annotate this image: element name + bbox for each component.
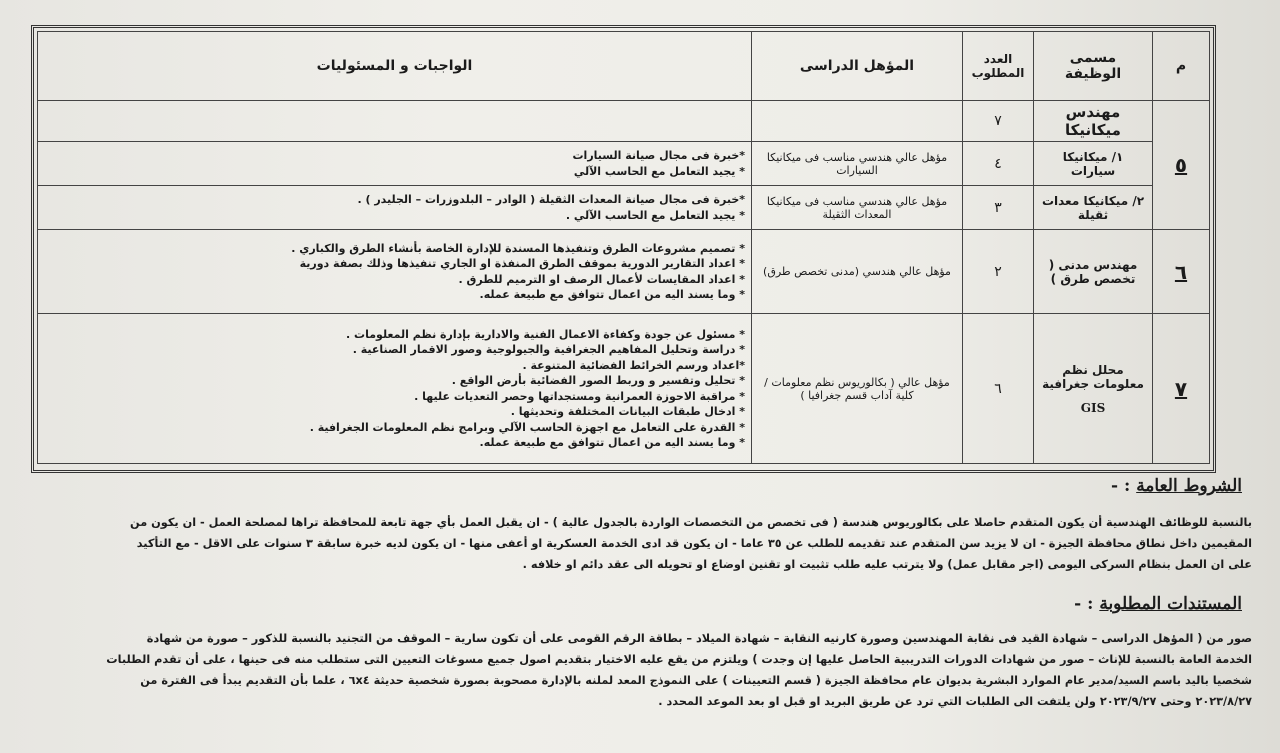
job-qualification: مؤهل عالي هندسي مناسب فى ميكانيكا السيارات bbox=[752, 142, 963, 186]
required-documents-text bbox=[14, 628, 1252, 712]
row-number-7: ٧ bbox=[1153, 314, 1210, 464]
table-header-row bbox=[38, 32, 1210, 101]
job-qualification: مؤهل عالي هندسي مناسب فى ميكانيكا المعدات الثقيلة bbox=[752, 186, 963, 230]
general-conditions-heading bbox=[1111, 476, 1242, 496]
job-qualification: مؤهل عالي ( بكالوريوس نظم معلومات / كلية آداب قسم جغرافيا ) bbox=[752, 314, 963, 464]
duty-item: * ادخال طبقات البيانات المختلفة وتحديثها . bbox=[510, 405, 745, 418]
duty-item: * مراقبة الاحوزة العمرانية ومستجداتها وحصر التعديات عليها . bbox=[414, 389, 745, 403]
duty-item: * القدرة على التعامل مع اجهزة الحاسب الآلي وبرامج نظم المعلومات الجغرافية . bbox=[309, 420, 745, 434]
duty-item: *خبرة فى مجال صيانة المعدات الثقيلة ( الوادر – البلدوزرات – الجليدر ) . bbox=[357, 193, 745, 206]
duty-item: * يجيد التعامل مع الحاسب الآلي bbox=[573, 164, 745, 178]
duty-item: * اعداد التقارير الدورية بموقف الطرق المنفذة او الجاري تنفيذها وذلك بصفة دورية bbox=[299, 257, 745, 270]
duty-item: *خبرة فى مجال صيانة السيارات bbox=[572, 149, 745, 162]
job-title: ١/ ميكانيكا سيارات bbox=[1034, 142, 1153, 186]
job-duties bbox=[38, 314, 752, 464]
paragraph-line: المقيمين داخل نطاق محافظة الجيزة - ان لا يزيد سن المتقدم عند تقديمه للطلب عن ٣٥ عاما - ان يكون قد ادى الخدمة العسكرية او أعفى منها - ان يكون لديه خبرة سابقة ٣ سنوات على الاقل - مع التأكيد bbox=[136, 537, 1252, 550]
duty-item: * اعداد المقايسات لأعمال الرصف او الترميم للطرق . bbox=[458, 272, 745, 286]
paragraph-line: على ان العمل بنظام السركى اليومى (اجر مقابل عمل) ولا يترتب عليه طلب تثبيت او تقنين اوضاع او تحويله الى عقد دائم او خلافه . bbox=[522, 558, 1252, 571]
group-title-mechanical: مهندس ميكانيكا bbox=[1034, 101, 1153, 142]
job-duties bbox=[38, 230, 752, 314]
table-row bbox=[38, 314, 1210, 464]
table-row bbox=[38, 142, 1210, 186]
duty-item: * وما يسند اليه من اعمال تتوافق مع طبيعة عمله. bbox=[479, 288, 745, 301]
table-row bbox=[38, 230, 1210, 314]
job-title: ٢/ ميكانيكا معدات ثقيلة bbox=[1034, 186, 1153, 230]
group-count-mechanical: ٧ bbox=[963, 101, 1034, 142]
paragraph-line: صور من ( المؤهل الدراسى – شهادة القيد فى نقابة المهندسين وصورة كارنيه النقابة – شهادة الميلاد – بطاقة الرقم القومى على أن تكون سارية – الموقف من التجنيد بالنسبة للذكور – صورة من شهادة bbox=[146, 632, 1252, 645]
empty-cell bbox=[752, 101, 963, 142]
header-count: العدد المطلوب bbox=[963, 32, 1034, 101]
header-qualification: المؤهل الدراسى bbox=[752, 32, 963, 101]
header-duties: الواجبات و المسئوليات bbox=[38, 32, 752, 101]
duty-item: * يجيد التعامل مع الحاسب الآلي . bbox=[565, 208, 745, 222]
duty-item: * وما يسند اليه من اعمال تتوافق مع طبيعة عمله. bbox=[479, 436, 745, 449]
duty-item: *اعداد ورسم الخرائط الفضائية المتنوعة . bbox=[522, 358, 745, 372]
paragraph-line: ٢٠٢٣/٨/٢٧ وحتى ٢٠٢٣/٩/٢٧ ولن يلتفت الى الطلبات التي ترد عن طريق البريد او قبل او بعد الموعد المحدد . bbox=[658, 695, 1252, 708]
duty-item: * تحليل وتفسير و وربط الصور الفضائية بأرض الواقع . bbox=[451, 374, 745, 387]
job-count: ٢ bbox=[963, 230, 1034, 314]
job-count: ٣ bbox=[963, 186, 1034, 230]
job-qualification: مؤهل عالي هندسي (مدنى تخصص طرق) bbox=[752, 230, 963, 314]
section-title: المستندات المطلوبة bbox=[1099, 594, 1242, 614]
header-no: م bbox=[1153, 32, 1210, 101]
job-count: ٦ bbox=[963, 314, 1034, 464]
table-row bbox=[38, 186, 1210, 230]
job-duties bbox=[38, 142, 752, 186]
duty-item: * دراسة وتحليل المفاهيم الجغرافية والجيولوجية وصور الاقمار الصناعية . bbox=[352, 343, 745, 356]
section-title: الشروط العامة bbox=[1136, 476, 1242, 496]
row-number-6: ٦ bbox=[1153, 230, 1210, 314]
duty-item: * مسئول عن جودة وكفاءة الاعمال الفنية والادارية بإدارة نظم المعلومات . bbox=[346, 327, 745, 341]
paragraph-line: الخدمة العامة بالنسبة للإناث – صور من شهادات الدورات التدريبية الحاصل عليها إن وجدت ) ويلتزم من يقع عليه الاختيار بتقديم اصول جميع مسوغات التعيين التى ستطلب منه فى حينها ، على أن تقدم الطلبات bbox=[106, 653, 1252, 666]
job-title-suffix: GIS bbox=[1080, 400, 1106, 415]
required-documents-heading bbox=[1074, 594, 1242, 614]
empty-cell bbox=[38, 101, 752, 142]
section-suffix: : - bbox=[1111, 476, 1131, 496]
job-count: ٤ bbox=[963, 142, 1034, 186]
jobs-table bbox=[37, 31, 1210, 464]
section-suffix: : - bbox=[1074, 594, 1094, 614]
job-duties bbox=[38, 186, 752, 230]
job-title-text: محلل نظم معلومات جغرافية bbox=[1042, 362, 1144, 391]
group-row-mechanical bbox=[38, 101, 1210, 142]
paragraph-line: شخصيا باليد باسم السيد/مدير عام الموارد البشرية بديوان عام محافظة الجيزة ( قسم التعيينات ) على النموذج المعد لملنه بالإدارة مصحوبة بصورة شخصية حديثة ٦x٤ ، علما بأن التقديم يبدأ فى الفترة من bbox=[140, 674, 1252, 687]
header-title: مسمى الوظيفة bbox=[1034, 32, 1153, 101]
duty-item: * تصميم مشروعات الطرق وتنفيذها المسندة للإدارة الخاصة بأنشاء الطرق والكباري . bbox=[291, 241, 745, 255]
job-title: مهندس مدنى ( تخصص طرق ) bbox=[1034, 230, 1153, 314]
general-conditions-text bbox=[14, 512, 1252, 575]
job-title bbox=[1034, 314, 1153, 464]
paragraph-line: بالنسبة للوظائف الهندسية أن يكون المتقدم حاصلا على بكالوريوس هندسة ( فى تخصص من التخصصات الواردة بالجدول عالية ) - ان يقبل العمل بأي جهة تابعة للمحافظة تراها لمصلحة العمل - ان يكون من bbox=[130, 516, 1252, 529]
row-number-5: ٥ bbox=[1153, 101, 1210, 230]
